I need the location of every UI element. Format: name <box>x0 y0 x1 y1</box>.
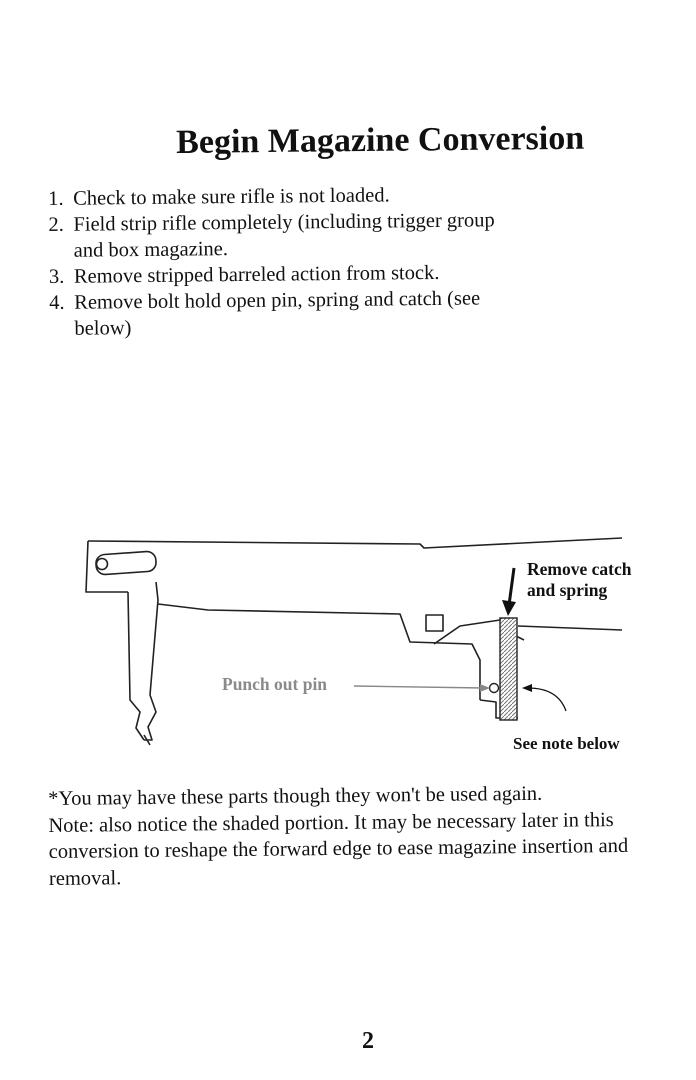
instruction-list <box>48 181 530 342</box>
page-title: Begin Magazine Conversion <box>176 119 585 161</box>
receiver-diagram <box>0 520 696 770</box>
page-number: 2 <box>362 1028 374 1054</box>
step-number: 1. <box>48 187 64 210</box>
parts-note: *You may have these parts though they won't be used again. <box>48 782 543 810</box>
remove-catch-label: Remove catch <box>527 559 632 579</box>
step-number: 2. <box>48 213 64 236</box>
see-note-label: See note below <box>513 734 620 753</box>
step-text: Remove stripped barreled action from stock. <box>73 261 440 288</box>
shaded-note: Note: also notice the shaded portion. It may be necessary later in this conversion to reshape the forward edge to ease magazine insertion and removal. <box>48 808 629 890</box>
punch-out-pin-label: Punch out pin <box>222 674 328 694</box>
step-text: Check to make sure rifle is not loaded. <box>73 184 390 210</box>
step-item <box>49 285 530 342</box>
notes-section <box>48 780 639 892</box>
step-item <box>48 207 529 264</box>
step-text: Remove bolt hold open pin, spring and catch (see below) <box>74 287 481 340</box>
step-number: 4. <box>49 291 65 314</box>
remove-catch-label-2: and spring <box>527 580 608 600</box>
shaded-catch <box>490 618 518 720</box>
step-number: 3. <box>48 265 65 288</box>
step-text: Field strip rifle completely (including trigger group and box magazine. <box>73 209 495 262</box>
